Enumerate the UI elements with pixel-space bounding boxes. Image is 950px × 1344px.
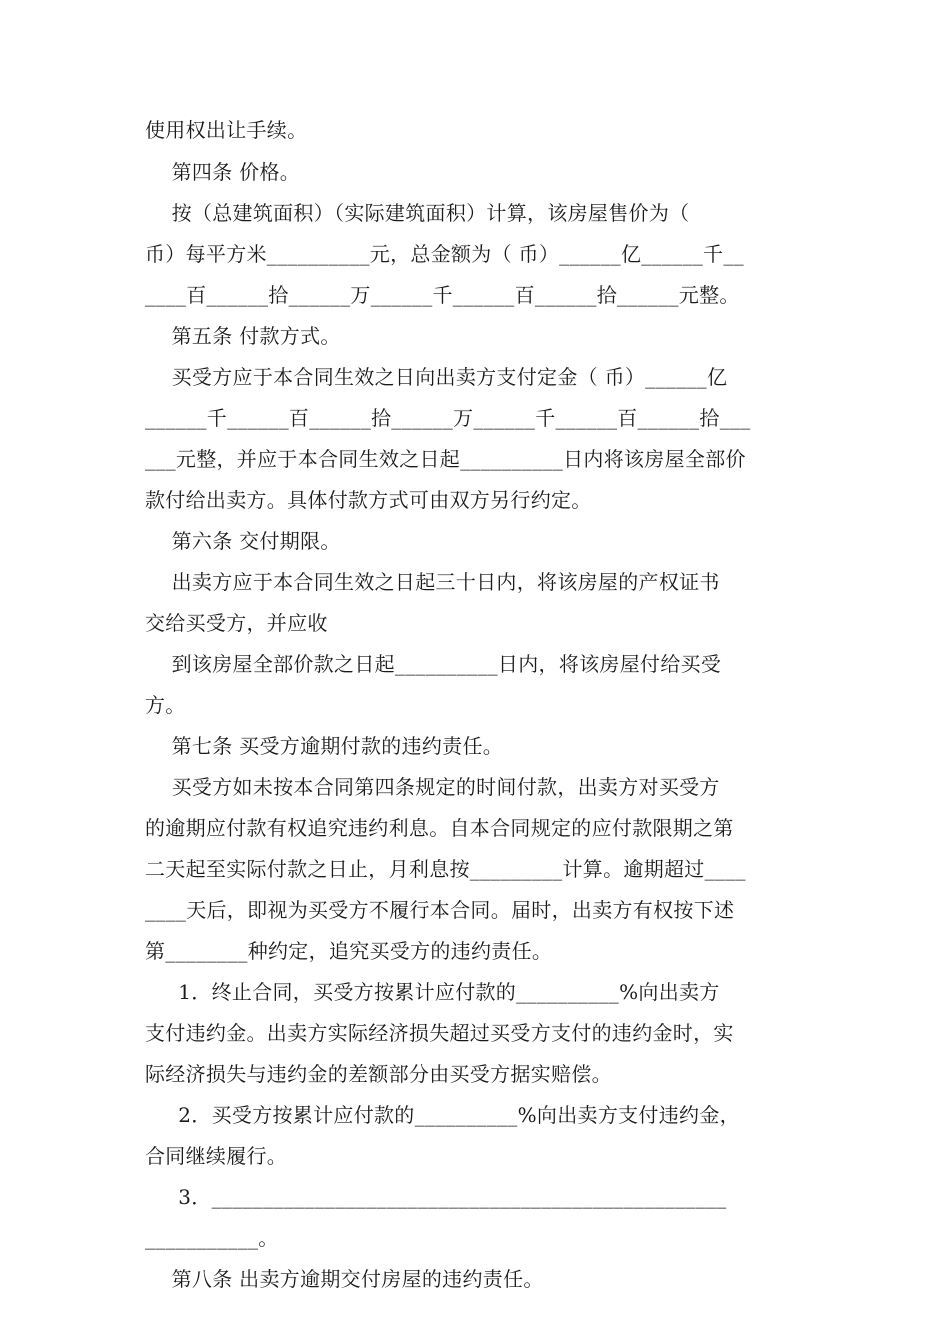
text-line: 际经济损失与违约金的差额部分由买受方据实赔偿。 — [145, 1062, 612, 1086]
section-heading: 第五条 付款方式。 — [145, 324, 341, 348]
text-line: 方。 — [145, 693, 186, 717]
text-line: 出卖方应于本合同生效之日起三十日内，将该房屋的产权证书 — [145, 570, 720, 594]
text-line: 买受方应于本合同生效之日向出卖方支付定金（ 币）______亿 — [145, 365, 728, 389]
text-line: ______千______百______拾______万______千______百______拾___ — [145, 406, 751, 430]
text-line: 币）每平方米__________元，总金额为（ 币）______亿______千__ — [145, 242, 744, 266]
text-line: 第________种约定，追究买受方的违约责任。 — [145, 939, 553, 963]
text-line: 交给买受方，并应收 — [145, 611, 328, 635]
section-heading: 第七条 买受方逾期付款的违约责任。 — [145, 734, 504, 758]
text-line: 买受方如未按本合同第四条规定的时间付款，出卖方对买受方 — [145, 775, 720, 799]
list-item: 3．__________________________________________________ — [145, 1185, 727, 1209]
text-line: 按（总建筑面积）（实际建筑面积）计算，该房屋售价为（ — [145, 201, 690, 225]
text-line: 到该房屋全部价款之日起__________日内，将该房屋付给买受 — [145, 652, 722, 676]
section-heading: 第八条 出卖方逾期交付房屋的违约责任。 — [145, 1267, 544, 1291]
text-line: ____百______拾______万______千______百______拾______元整。 — [145, 283, 740, 307]
section-heading: 第四条 价格。 — [145, 160, 301, 184]
section-heading: 第六条 交付期限。 — [145, 529, 341, 553]
text-line: ____天后，即视为买受方不履行本合同。届时，出卖方有权按下述 — [145, 898, 735, 922]
text-line: ___________。 — [145, 1226, 279, 1250]
text-line: 款付给出卖方。具体付款方式可由双方另行约定。 — [145, 488, 592, 512]
text-line: ___元整，并应于本合同生效之日起__________日内将该房屋全部价 — [145, 447, 746, 471]
text-line: 支付违约金。出卖方实际经济损失超过买受方支付的违约金时，实 — [145, 1021, 734, 1045]
text-line: 二天起至实际付款之日止，月利息按_________计算。逾期超过____ — [145, 857, 746, 881]
list-item: 2．买受方按累计应付款的__________%向出卖方支付违约金， — [145, 1103, 740, 1127]
list-item: 1．终止合同，买受方按累计应付款的__________%向出卖方 — [145, 980, 720, 1004]
text-line: 合同继续履行。 — [145, 1144, 288, 1168]
text-line: 的逾期应付款有权追究违约利息。自本合同规定的应付款限期之第 — [145, 816, 734, 840]
text-line: 使用权出让手续。 — [145, 118, 308, 142]
